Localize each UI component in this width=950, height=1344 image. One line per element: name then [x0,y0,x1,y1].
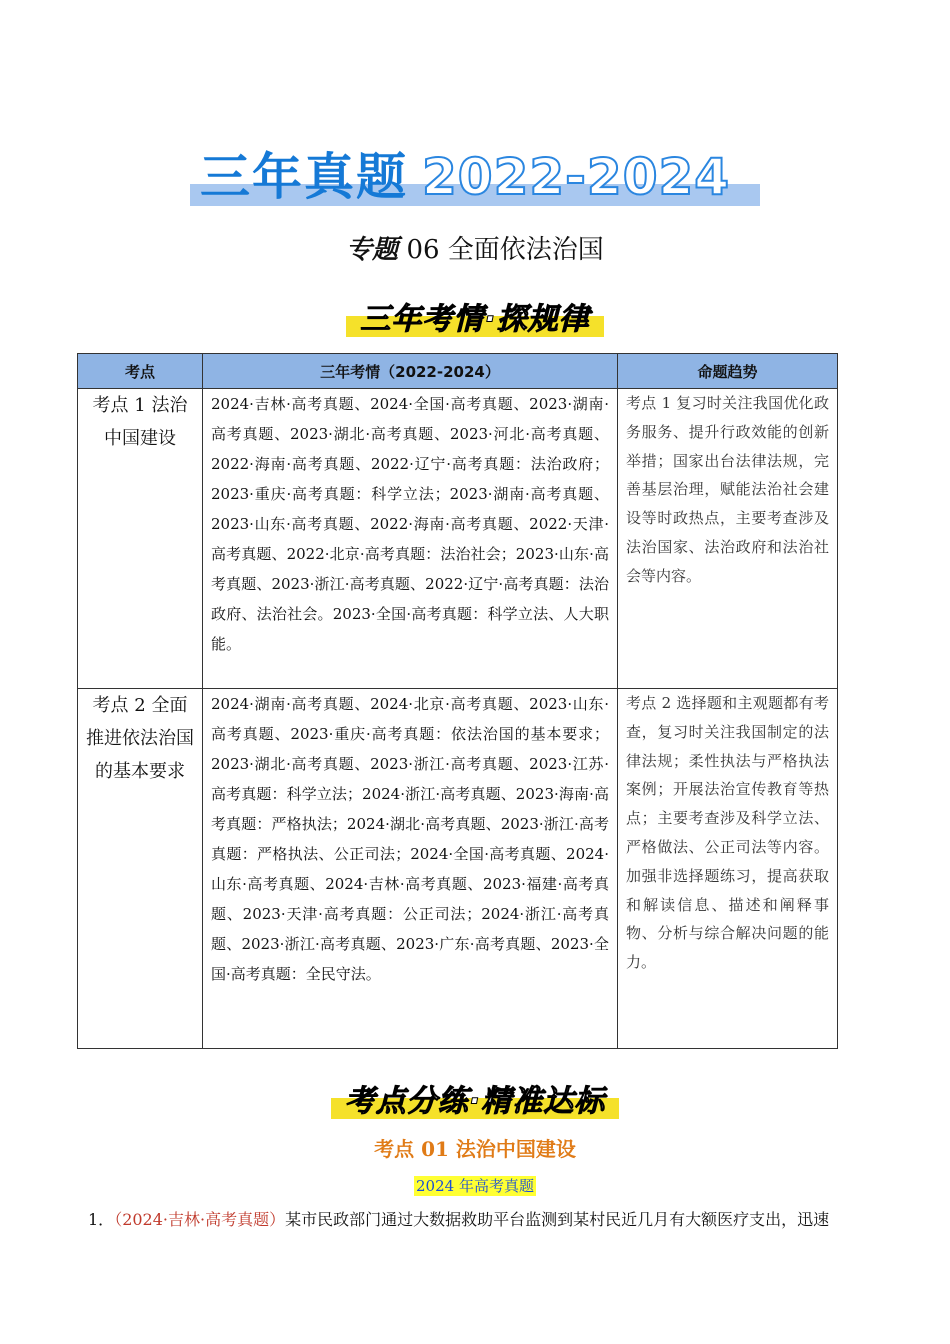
subject-prefix: 专题 [346,235,399,265]
section-label-trends [0,300,950,340]
title-banner [190,148,760,210]
question-1 [88,1207,878,1233]
year-tag-text: 2024 年高考真题 [416,1177,534,1195]
point-cell: 考点 2 全面推进依法治国的基本要求 [78,689,203,1049]
situation-cell: 2024·吉林·高考真题、2024·全国·高考真题、2023·湖南·高考真题、2023·湖北·高考真题、2023·河北·高考真题、2022·海南·高考真题、2022·辽宁·高考真题：法治政府；2023·重庆·高考真题：科学立法；2023·湖南·高考真题、2023·山东·高考真题、2022·海南·高考真题、2022·天津·高考真题、2022·北京·高考真题：法治社会；2023·山东·高考真题、2023·浙江·高考真题、2022·辽宁·高考真题：法治政府、法治社会。2023·全国·高考真题：科学立法、人大职能。 [203,389,618,689]
header-situation: 三年考情（2022-2024） [203,354,618,389]
table-header-row [78,354,838,389]
table-row [78,389,838,689]
banner-text-main: 三年真题 [200,148,408,206]
trend-cell: 考点 1 复习时关注我国优化政务服务、提升行政效能的创新举措；国家出台法律法规，完善基层治理，赋能法治社会建设等时政热点，主要考查涉及法治国家、法治政府和法治社会等内容。 [618,389,838,689]
year-tag [0,1175,950,1196]
header-trend: 命题趋势 [618,354,838,389]
kp-heading: 考点 01 法治中国建设 [374,1137,576,1161]
section-label-practice-text: 考点分练·精准达标 [331,1082,619,1122]
subject-title [0,232,950,268]
subject-name: 06 全面依法治国 [406,235,604,265]
section-label-practice [0,1082,950,1122]
point-cell: 考点 1 法治中国建设 [78,389,203,689]
table-row [78,689,838,1049]
question-number: 1． [88,1210,115,1229]
header-point: 考点 [78,354,203,389]
trend-cell: 考点 2 选择题和主观题都有考查，复习时关注我国制定的法律法规；柔性执法与严格执法案例；开展法治宣传教育等热点；主要考查涉及科学立法、严格做法、公正司法等内容。加强非选择题练习，提高获取和解读信息、描述和阐释事物、分析与综合解决问题的能力。 [618,689,838,1049]
question-text: 某市民政部门通过大数据救助平台监测到某村民近几月有大额医疗支出，迅速 [285,1210,830,1229]
question-source: （2024·吉林·高考真题） [114,1210,286,1229]
situation-cell: 2024·湖南·高考真题、2024·北京·高考真题、2023·山东·高考真题、2023·重庆·高考真题：依法治国的基本要求；2023·湖北·高考真题、2023·浙江·高考真题、2023·江苏·高考真题：科学立法；2024·浙江·高考真题、2023·海南·高考真题：严格执法；2024·湖北·高考真题、2023·浙江·高考真题：严格执法、公正司法；2024·全国·高考真题、2024·山东·高考真题、2024·吉林·高考真题、2023·福建·高考真题、2023·天津·高考真题：公正司法；2024·浙江·高考真题、2023·浙江·高考真题、2023·广东·高考真题、2023·全国·高考真题：全民守法。 [203,689,618,1049]
section-label-trends-text: 三年考情·探规律 [346,300,603,340]
banner-text-years: 2022-2024 [422,148,731,206]
exam-analysis-table [77,353,838,1049]
